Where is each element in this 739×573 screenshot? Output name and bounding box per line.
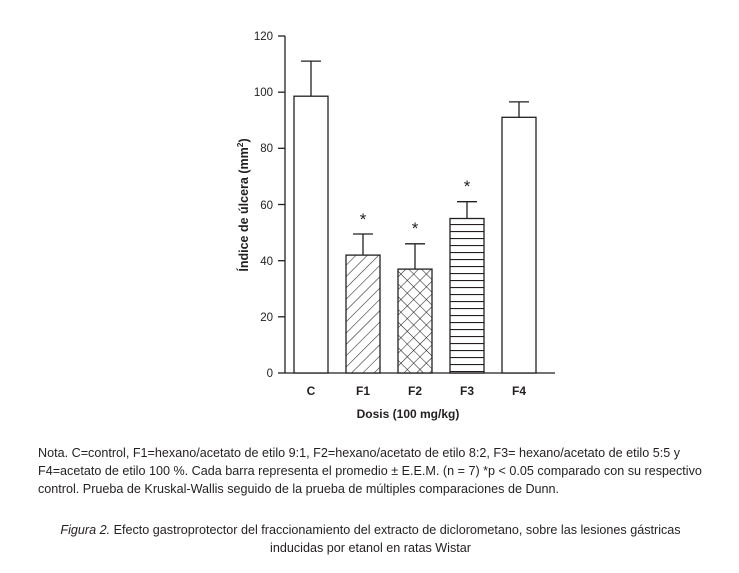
asterisk-f3: * [463, 177, 471, 196]
y-tick-label: 80 [260, 143, 273, 155]
y-axis-title-text: Índice de úlcera (mm [237, 147, 251, 272]
figure-label: Figura 2. [60, 522, 111, 537]
y-axis-title-exponent: 2 [235, 142, 245, 148]
y-tick-label: 0 [266, 368, 273, 380]
x-tick-labels [307, 384, 527, 398]
bar-f1 [346, 255, 380, 373]
nota-text: Nota. C=control, F1=hexano/acetato de etilo 9:1, F2=hexano/acetato de etilo 8:2, F3= hexano/acetato de etilo 5:5 y F4=acetato de etilo 100 %. Cada barra representa el promedio ± E.E.M. (n = 7) *p < 0.05 comparado con su respectivo control. Prueba de Kruskal-Wallis seguido de la prueba de múltiples comparaciones de Dunn. [38, 446, 702, 496]
asterisk-f1: * [359, 210, 367, 229]
figure-caption-text: Efecto gastroprotector del fraccionamiento del extracto de diclorometano, sobre las lesiones gástricas inducidas por etanol en ratas Wistar [110, 522, 681, 555]
y-tick-label: 40 [260, 256, 273, 268]
x-tick-label-f3: F3 [459, 384, 475, 398]
caption-block [38, 445, 703, 570]
x-axis-title: Dosis (100 mg/kg) [356, 407, 460, 421]
y-tick-label: 120 [253, 31, 273, 43]
bar-f2 [398, 269, 432, 373]
x-tick-label-f4: F4 [511, 384, 527, 398]
svg-text:Índice de úlcera (mm2) [235, 138, 251, 271]
x-tick-label-f2: F2 [407, 384, 423, 398]
y-ticks [278, 36, 285, 373]
y-tick-label: 100 [253, 87, 273, 99]
figure-caption [38, 521, 703, 558]
x-tick-label-c: C [306, 384, 316, 398]
asterisk-f2: * [411, 219, 419, 238]
bar-c [294, 96, 328, 373]
y-axis-title-end: ) [237, 138, 251, 143]
y-axis-title [235, 138, 251, 271]
y-tick-labels [254, 31, 273, 380]
y-tick-label: 60 [260, 200, 273, 212]
x-tick-label-f1: F1 [355, 384, 371, 398]
bar-f4 [502, 117, 536, 373]
bar-f3 [450, 219, 484, 374]
y-tick-label: 20 [260, 312, 273, 324]
